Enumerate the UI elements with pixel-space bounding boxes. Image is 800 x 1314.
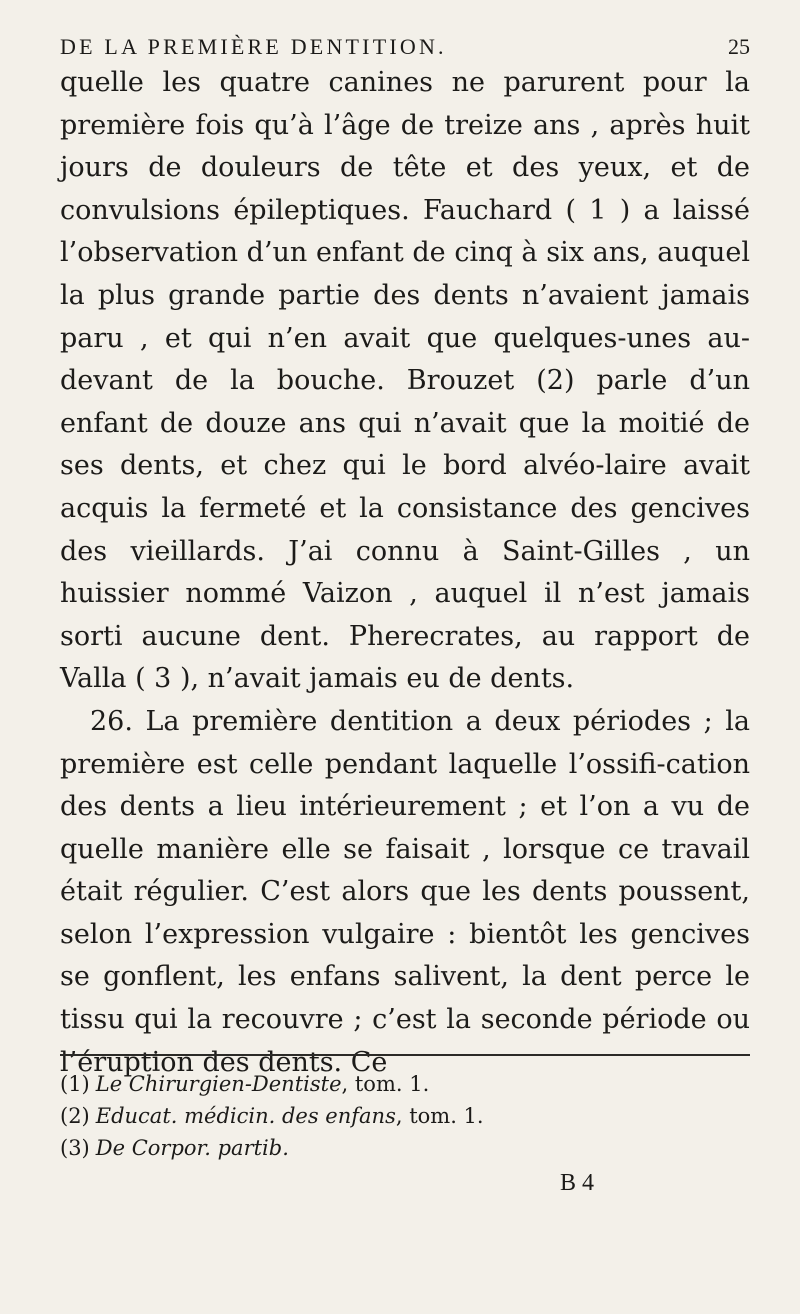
- footnotes: [60, 1068, 750, 1164]
- signature-mark: B 4: [560, 1170, 595, 1196]
- footnote-title: De Corpor. partib.: [95, 1136, 289, 1160]
- footnote-reference: , tom. 1.: [395, 1104, 484, 1128]
- running-title: DE LA PREMIÈRE DENTITION.: [60, 34, 447, 59]
- footnote-reference: , tom. 1.: [341, 1072, 430, 1096]
- footnote-title: Educat. médicin. des enfans: [95, 1104, 396, 1128]
- footnote-title: Le Chirurgien-Dentiste: [95, 1072, 342, 1096]
- footnote-number: (1): [60, 1072, 90, 1096]
- paragraph: 26. La première dentition a deux périodes ; la première est celle pendant laquelle l’ossifi-cation des dents a lieu intérieurement ; et l’on a vu de quelle manière elle se faisait , lorsque ce travail était régulier. C’est alors que les dents poussent, selon l’expression vulgaire : bientôt les gencives se gonflent, les enfans salivent, la dent perce le tissu qui la recouvre ; c’est la seconde période ou l’éruption des dents. Ce: [60, 705, 750, 1078]
- footnote-divider: [60, 1054, 750, 1056]
- footnote-number: (2): [60, 1104, 90, 1128]
- paragraph: quelle les quatre canines ne parurent pour la première fois qu’à l’âge de treize ans , après huit jours de douleurs de tête et des yeux, et de convulsions épileptiques. Fauchard ( 1 ) a laissé l’observation d’un enfant de cinq à six ans, auquel la plus grande partie des dents n’avaient jamais paru , et qui n’en avait que quelques-unes au-devant de la bouche. Brouzet (2) parle d’un enfant de douze ans qui n’avait que la moitié de ses dents, et chez qui le bord alvéo-laire avait acquis la fermeté et la consistance des gencives des vieillards. J’ai connu à Saint-Gilles , un huissier nommé Vaizon , auquel il n’est jamais sorti aucune dent. Pherecrates, au rapport de Valla ( 3 ), n’avait jamais eu de dents.: [60, 67, 750, 695]
- footnote-number: (3): [60, 1136, 90, 1160]
- footnote: [60, 1068, 750, 1100]
- body-text: [60, 62, 750, 1084]
- page-number: 25: [728, 34, 750, 59]
- footnote: [60, 1100, 750, 1132]
- footnote: [60, 1132, 750, 1164]
